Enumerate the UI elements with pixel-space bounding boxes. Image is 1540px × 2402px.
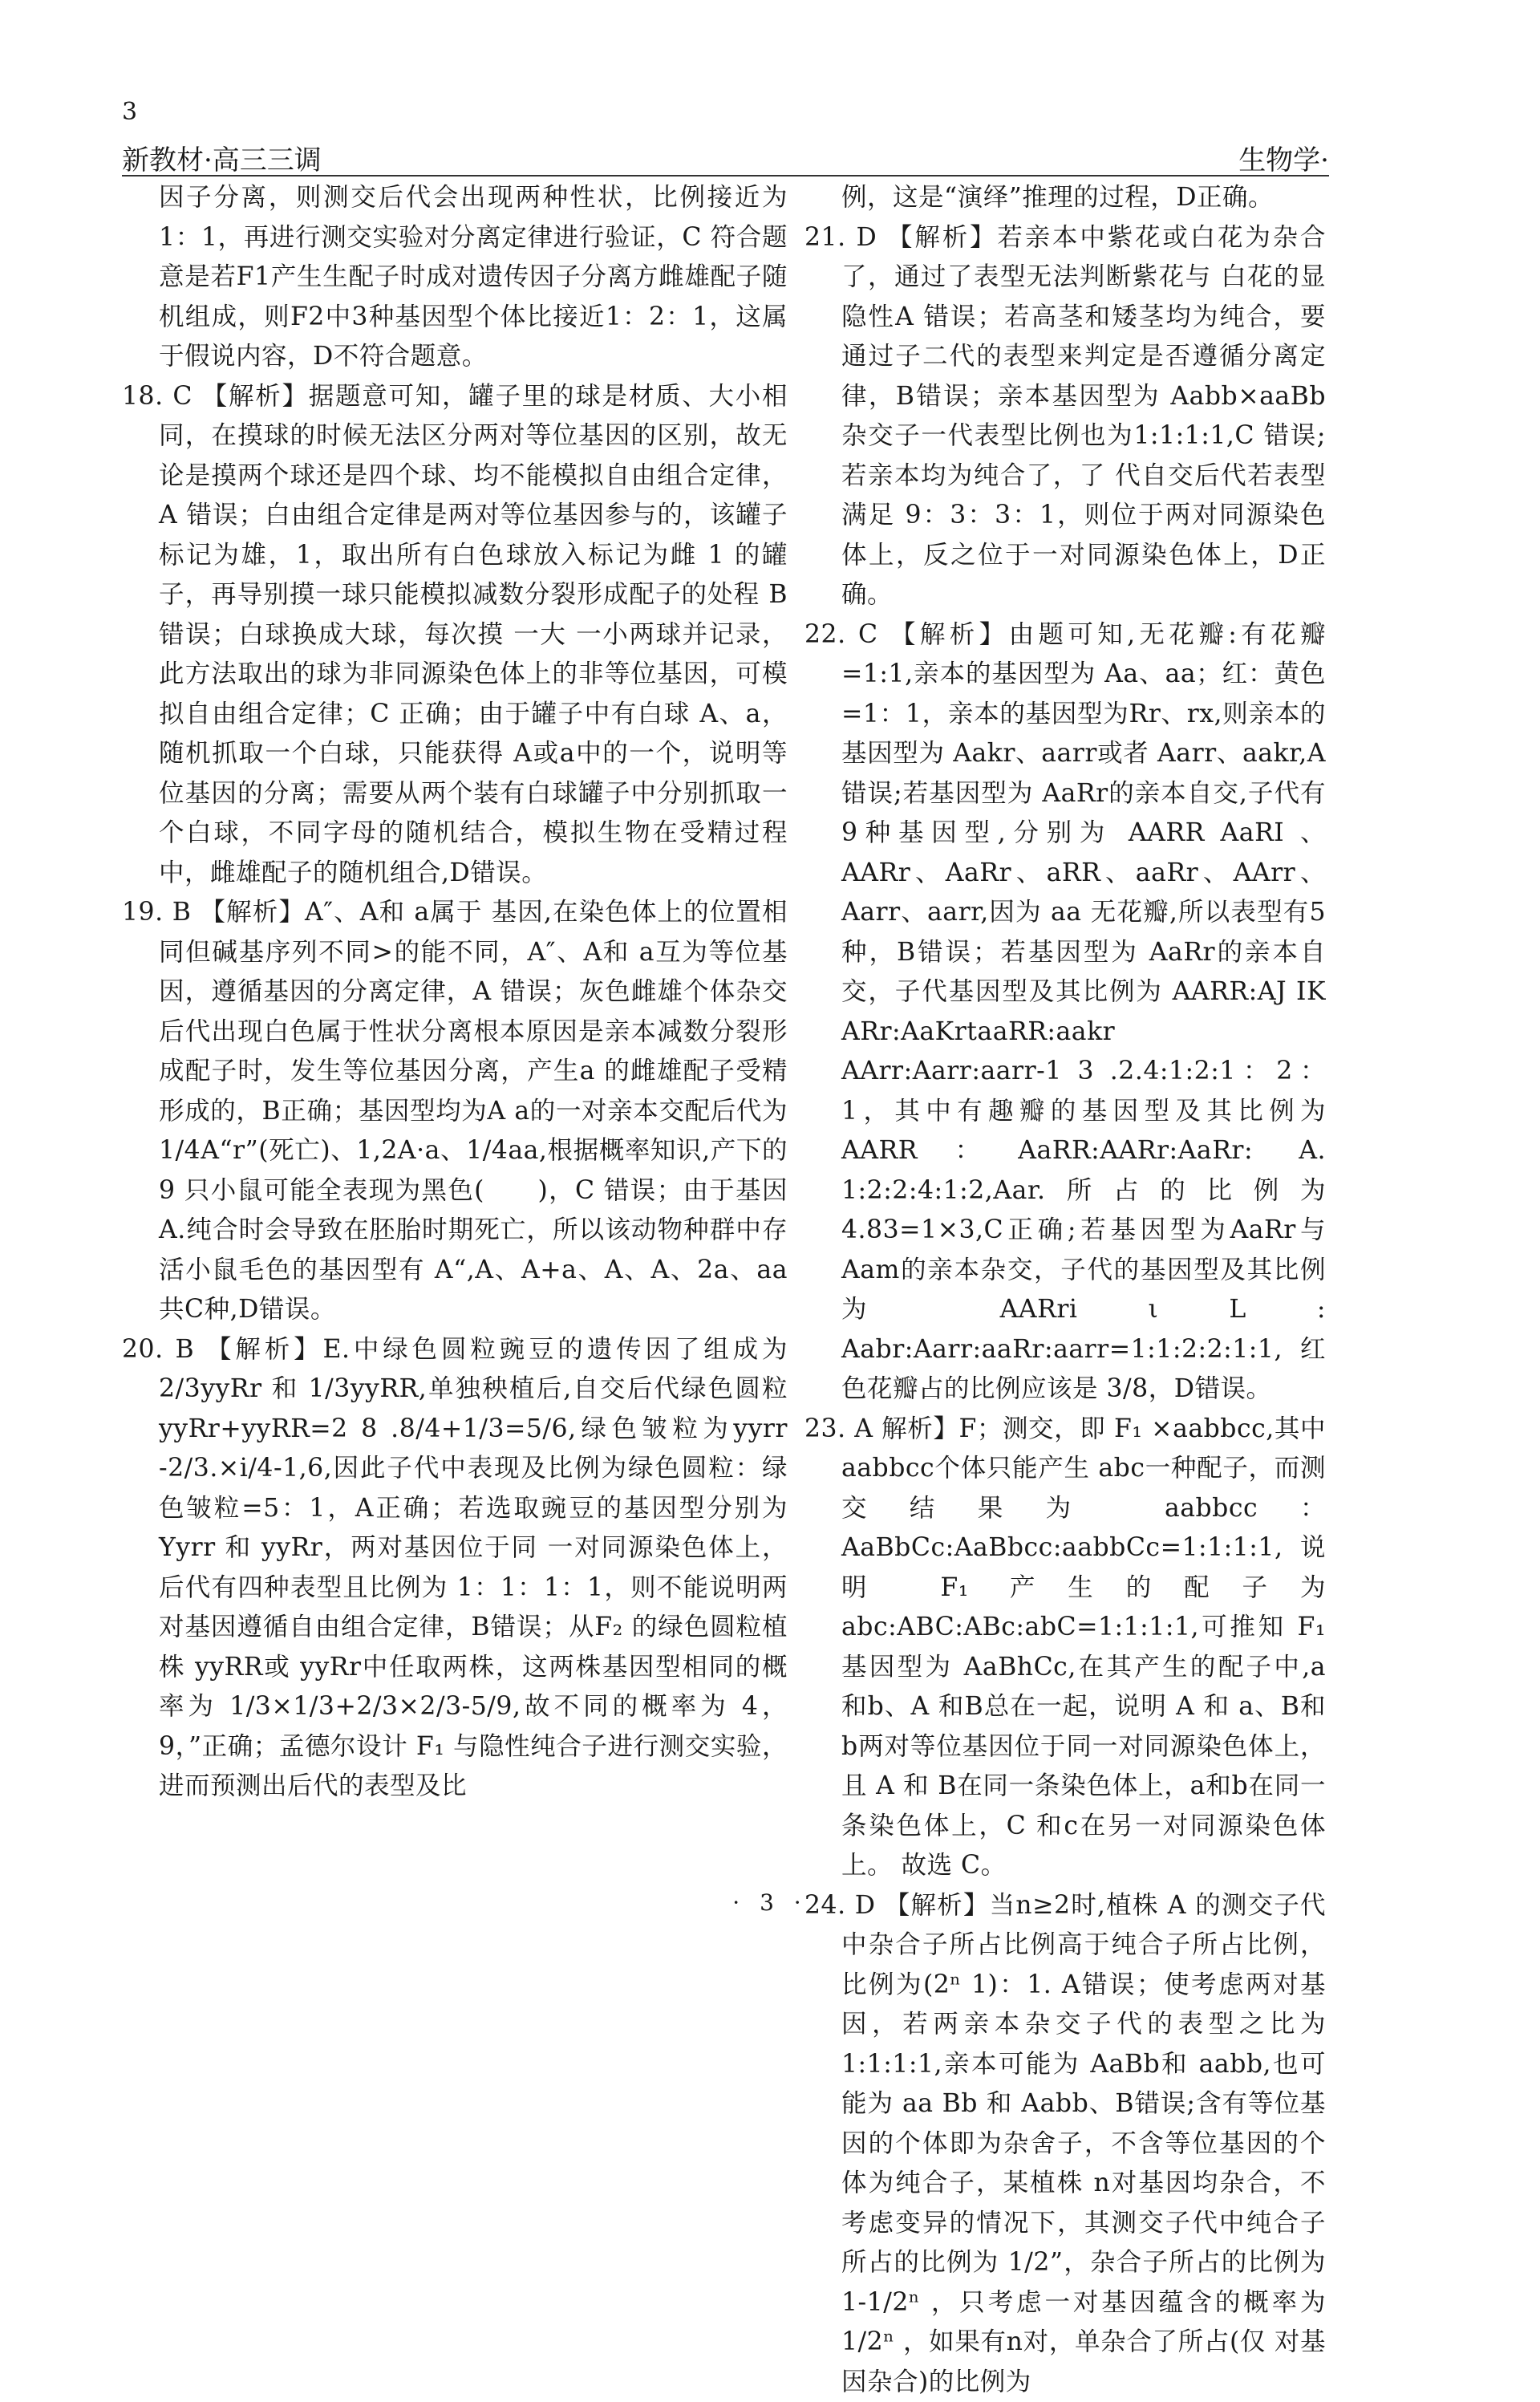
page-number-top: 3 — [122, 98, 137, 126]
answer-item-24: 24. D 【解析】当n≥2时,植株 A 的测交子代中杂合子所占比例高于纯合子所占比例，比例为(2ⁿ 1)：1. A错误；使考虑两对基因，若两亲本杂交子代的表型之比为1:1:1:1,亲本可能为 AaBb和 aabb,也可能为 aa Bb 和 Aabb、B错误;含有等位基因的个体即为杂舍子，不含等位基因的个体为纯合子，某植株 n对基因均杂合，不考虑变异的情况下，其测交子代中纯合子所占的比例为 1/2”，杂合子所占的比例为1-1/2ⁿ ，只考虑一对基因蕴含的概率为 1/2ⁿ ，如果有n对，单杂合了所占(仅 对基因杂合)的比例为 — [804, 1886, 1326, 2402]
paragraph-continuation: 例，这是“演绎”推理的过程，D正确。 — [804, 178, 1326, 218]
right-column — [804, 178, 1326, 2402]
header-subject: 生物学· — [1238, 138, 1329, 177]
left-column — [122, 178, 788, 1807]
answer-item-20: 20. B 【解析】E.中绿色圆粒豌豆的遗传因了组成为2/3yyRr 和 1/3yyRR,单独秧植后,自交后代绿色圆粒 yyRr+yyRR=2 8 .8/4+1/3=5/6,绿色皱粒为yyrr -2/3.×i/4-1,6,因此子代中表现及比例为绿色圆粒：绿色皱粒=5：1，A正确；若选取豌豆的基因型分别为 Yyrr 和 yyRr，两对基因位于同 一对同源染色体上，后代有四种表型且比例为 1：1：1：1，则不能说明两对基因遵循自由组合定律，B错误；从F₂ 的绿色圆粒植株 yyRR或 yyRr中任取两株，这两株基因型相同的概率为 1/3×1/3+2/3×2/3-5/9,故不同的概率为 4，9，”正确；孟德尔设计 F₁ 与隐性纯合子进行测交实验，进而预测出后代的表型及比 — [122, 1330, 788, 1807]
answer-item-18: 18. C 【解析】据题意可知，罐子里的球是材质、大小相同，在摸球的时候无法区分两对等位基因的区别，故无论是摸两个球还是四个球、均不能模拟自由组合定律，A 错误；白由组合定律是两对等位基因参与的，该罐子标记为雄，1，取出所有白色球放入标记为雌 1 的罐子，再导别摸一球只能模拟减数分裂形成配子的处程 B错误；白球换成大球，每次摸 一大 一小两球并记录，此方法取出的球为非同源染色体上的非等位基因，可模拟自由组合定律；C 正确；由于罐子中有白球 A、a，随机抓取一个白球，只能获得 A或a中的一个，说明等位基因的分离；需要从两个装有白球罐子中分别抓取一个白球，不同字母的随机结合，模拟生物在受精过程中，雌雄配子的随机组合,D错误。 — [122, 377, 788, 894]
answer-item-23: 23. A 解析】F；测交，即 F₁ ×aabbcc,其中 aabbcc个体只能产生 abc一种配子，而测交结果为 aabbcc：AaBbCc:AaBbcc:aabbCc=1:1:1:1,说明 F₁ 产生的配子为 abc:ABC:ABc:abC=1:1:1:1,可推知 F₁ 基因型为 AaBhCc,在其产生的配子中,a 和b、A 和B总在一起，说明 A 和 a、B和 b两对等位基因位于同一对同源染色体上，且 A 和 B在同一条染色体上，a和b在同一条染色体上，C 和c在另一对同源染色体上。 故选 C。 — [804, 1410, 1326, 1886]
running-header — [122, 138, 1329, 176]
answer-item-22: 22. C 【解析】由题可知,无花瓣:有花瓣=1:1,亲本的基因型为 Aa、aa；红：黄色=1：1，亲本的基因型为Rr、rx,则亲本的基因型为 Aakr、aarr或者 Aarr、aakr,A 错误;若基因型为 AaRr的亲本自交,子代有 9种基因型,分别为 AARR AaRI 、AARr、AaRr、aRR、aaRr、AArr、Aarr、aarr,因为 aa 无花瓣,所以表型有5种，B错误；若基因型为 AaRr的亲本自交，子代基因型及其比例为 AARR:AJ IK ARr:AaKrtaaRR:aakr AArr:Aarr:aarr-1 3 .2.4:1:2:1：2：1，其中有趣瓣的基因型及其比例为 AARR：AaRR:AARr:AaRr: A. 1:2:2:4:1:2,Aar.所占的比例为4.83=1×3,C正确;若基因型为AaRr与 Aam的亲本杂交，子代的基因型及其比例为 AARri ι L : Aabr:Aarr:aaRr:aarr=1:1:2:2:1:1,红色花瓣占的比例应该是 3/8，D错误。 — [804, 615, 1326, 1410]
page-footer-number: · 3 · — [0, 1889, 1540, 1916]
paragraph-continuation: 因子分离，则测交后代会出现两种性状，比例接近为1：1，再进行测交实验对分离定律进行验证，C 符合题意是若F1产生生配子时成对遗传因子分离方雌雄配子随机组成，则F2中3种基因型个体比接近1：2：1，这属于假说内容，D不符合题意。 — [122, 178, 788, 377]
answer-item-19: 19. B 【解析】A″、A和 a属于 基因,在染色体上的位置相同但碱基序列不同>的能不同，A″、A和 a互为等位基因，遵循基因的分离定律，A 错误；灰色雌雄个体杂交后代出现白色属于性状分离根本原因是亲本减数分裂形成配子时，发生等位基因分离，产生a 的雌雄配子受精形成的，B正确；基因型均为A a的一对亲本交配后代为1/4A“r”(死亡)、1,2A·a、1/4aa,根据概率知识,产下的 9 只小鼠可能全表现为黑色( )，C 错误；由于基因 A.纯合时会导致在胚胎时期死亡，所以该动物种群中存活小鼠毛色的基因型有 A“,A、A+a、A、A、2a、aa共C种,D错误。 — [122, 893, 788, 1330]
header-left-title: 新教材·高三三调 — [122, 138, 322, 177]
answer-item-21: 21. D 【解析】若亲本中紫花或白花为杂合了，通过了表型无法判断紫花与 白花的显隐性A 错误；若高茎和矮茎均为纯合，要通过子二代的表型来判定是否遵循分离定律，B错误；亲本基因型为 Aabb×aaBb杂交子一代表型比例也为1:1:1:1,C 错误;若亲本均为纯合了，了 代自交后代若表型满足 9：3：3：1，则位于两对同源染色体上，反之位于一对同源染色体上，D正确。 — [804, 218, 1326, 615]
